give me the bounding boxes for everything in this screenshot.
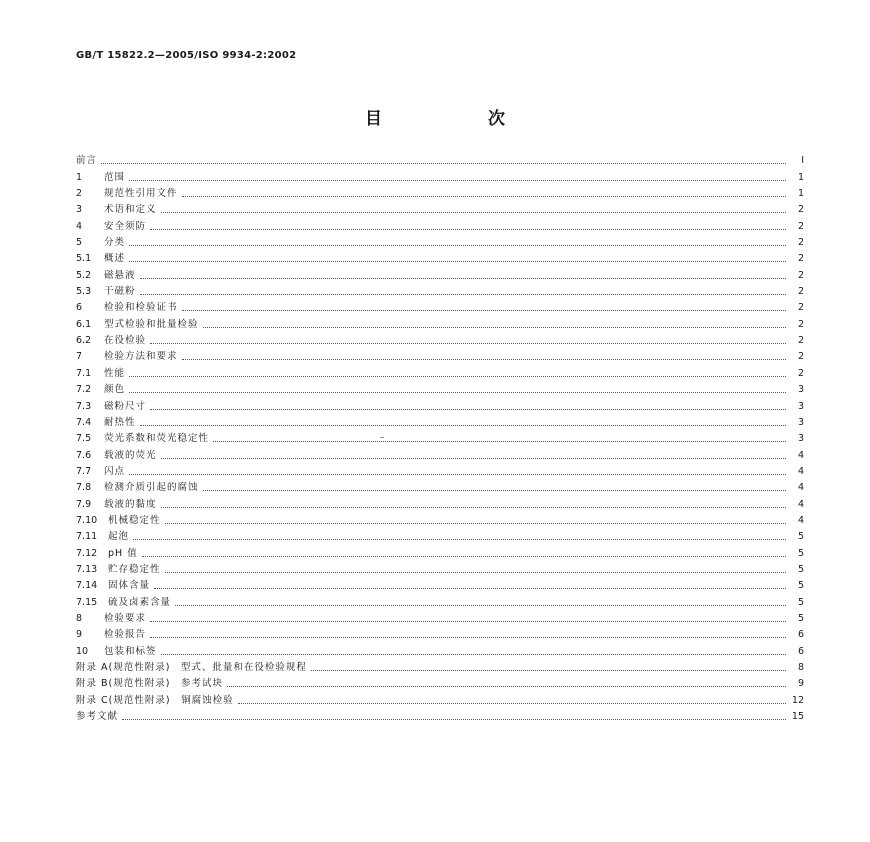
- toc-dot-leader: [165, 572, 786, 573]
- toc-entry-number: 7.5: [76, 433, 92, 445]
- toc-entry-page: 1: [797, 171, 804, 183]
- toc-entry-number: 7.12: [76, 547, 98, 559]
- toc-entry-page: 15: [791, 711, 804, 723]
- toc-dot-leader: [133, 539, 786, 540]
- toc-entry[interactable]: [76, 153, 804, 169]
- page-title: 目 次: [365, 109, 555, 129]
- toc-dot-leader: [150, 621, 786, 622]
- toc-entry[interactable]: [76, 300, 804, 316]
- toc-entry[interactable]: [76, 382, 804, 398]
- toc-dot-leader: [150, 343, 786, 344]
- toc-entry[interactable]: [76, 333, 804, 349]
- toc-dot-leader: [213, 441, 786, 442]
- toc-dot-leader: [182, 359, 786, 360]
- toc-dot-leader: [122, 719, 786, 720]
- toc-entry-title: 前言: [76, 155, 98, 167]
- toc-entry[interactable]: [76, 202, 804, 218]
- toc-entry[interactable]: [76, 496, 804, 512]
- toc-entry-title: 检验要求: [104, 612, 147, 624]
- toc-entry-page: 4: [797, 498, 804, 510]
- toc-entry-number: 2: [76, 188, 83, 200]
- toc-entry-title: 贮存稳定性: [108, 563, 161, 575]
- toc-entry[interactable]: [76, 643, 804, 659]
- toc-dot-leader: [311, 670, 786, 671]
- toc-dot-leader: [227, 686, 786, 687]
- toc-entry[interactable]: [76, 316, 804, 332]
- toc-entry-number: 9: [76, 629, 83, 641]
- toc-entry-title: 范围: [104, 171, 126, 183]
- toc-dot-leader: [161, 654, 786, 655]
- toc-dot-leader: [165, 523, 786, 524]
- toc-entry-number: 10: [76, 645, 89, 657]
- toc-entry[interactable]: [76, 676, 804, 692]
- toc-entry-page: 3: [797, 400, 804, 412]
- toc-entry-number: 3: [76, 204, 83, 216]
- toc-entry[interactable]: [76, 562, 804, 578]
- toc-entry-number: 8: [76, 612, 83, 624]
- toc-entry-title: 附录 C(规范性附录) 铜腐蚀检验: [76, 694, 234, 706]
- toc-dot-leader: [203, 490, 786, 491]
- toc-entry[interactable]: [76, 218, 804, 234]
- toc-entry-page: 2: [797, 269, 804, 281]
- toc-entry[interactable]: [76, 594, 804, 610]
- toc-entry-page: 9: [797, 678, 804, 690]
- toc-entry[interactable]: [76, 480, 804, 496]
- toc-dot-leader: [154, 588, 786, 589]
- standard-code: GB/T 15822.2—2005/ISO 9934-2:2002: [76, 50, 297, 61]
- toc-entry-title: 规范性引用文件: [104, 188, 178, 200]
- toc-entry-number: 7.3: [76, 400, 92, 412]
- toc-entry-page: 5: [797, 596, 804, 608]
- toc-entry-title: 起泡: [108, 531, 130, 543]
- toc-entry-page: 2: [797, 302, 804, 314]
- toc-entry[interactable]: [76, 447, 804, 463]
- toc-entry[interactable]: [76, 169, 804, 185]
- toc-entry[interactable]: [76, 398, 804, 414]
- toc-entry-title: 型式检验和批量检验: [104, 318, 199, 330]
- toc-entry-page: 2: [797, 351, 804, 363]
- toc-entry-title: 检验方法和要求: [104, 351, 178, 363]
- toc-entry-title: 磁粉尺寸: [104, 400, 147, 412]
- toc-entry[interactable]: [76, 660, 804, 676]
- toc-dot-leader: [140, 425, 786, 426]
- toc-entry-number: 6.1: [76, 318, 92, 330]
- toc-entry-page: 4: [797, 514, 804, 526]
- toc-entry-number: 7.6: [76, 449, 92, 461]
- toc-dot-leader: [129, 245, 786, 246]
- toc-entry-number: 6: [76, 302, 83, 314]
- toc-entry-page: 2: [797, 335, 804, 347]
- toc-entry-title: 干磁粉: [104, 286, 136, 298]
- toc-entry-number: 7.2: [76, 384, 92, 396]
- toc-entry-title: 磁悬液: [104, 269, 136, 281]
- toc-dot-leader: [182, 310, 786, 311]
- toc-entry-title: 附录 B(规范性附录) 参考试块: [76, 678, 223, 690]
- toc-entry-page: 3: [797, 433, 804, 445]
- toc-entry[interactable]: [76, 431, 804, 447]
- toc-dot-leader: [238, 703, 786, 704]
- toc-entry-title: 包装和标签: [104, 645, 157, 657]
- toc-dot-leader: [150, 637, 786, 638]
- toc-entry-page: 12: [791, 694, 804, 706]
- toc-entry-page: 4: [797, 449, 804, 461]
- toc-entry-page: 5: [797, 612, 804, 624]
- table-of-contents: [76, 153, 804, 725]
- toc-entry-number: 7.4: [76, 416, 92, 428]
- toc-entry-page: 2: [797, 237, 804, 249]
- toc-entry-title: 术语和定义: [104, 204, 157, 216]
- toc-entry-number: 7.7: [76, 465, 92, 477]
- toc-entry-page: 2: [797, 220, 804, 232]
- toc-dot-leader: [129, 392, 786, 393]
- toc-entry-title: 检验报告: [104, 629, 147, 641]
- toc-entry-title: 荧光系数和荧光稳定性: [104, 433, 210, 445]
- toc-entry-page: 6: [797, 645, 804, 657]
- toc-dot-leader: [142, 556, 786, 557]
- toc-entry-number: 7.13: [76, 563, 98, 575]
- toc-entry[interactable]: [76, 692, 804, 708]
- toc-entry-title: 性能: [104, 367, 126, 379]
- toc-entry[interactable]: [76, 529, 804, 545]
- toc-entry-title: 耐热性: [104, 416, 136, 428]
- toc-dot-leader: [161, 507, 786, 508]
- toc-entry-title: pH 值: [108, 547, 138, 559]
- toc-entry-page: 5: [797, 580, 804, 592]
- toc-entry-number: 7.15: [76, 596, 98, 608]
- toc-entry[interactable]: [76, 415, 804, 431]
- toc-dot-leader: [203, 327, 786, 328]
- toc-entry-page: 2: [797, 286, 804, 298]
- scan-speck: [380, 437, 384, 438]
- toc-entry-page: 5: [797, 547, 804, 559]
- toc-entry[interactable]: [76, 709, 804, 725]
- toc-entry-title: 硫及卤素含量: [108, 596, 172, 608]
- toc-entry-page: 2: [797, 253, 804, 265]
- toc-entry-number: 7.11: [76, 531, 98, 543]
- toc-dot-leader: [182, 196, 786, 197]
- toc-entry-number: 7: [76, 351, 83, 363]
- toc-entry-title: 安全须防: [104, 220, 147, 232]
- toc-entry-page: 2: [797, 318, 804, 330]
- toc-entry-title: 机械稳定性: [108, 514, 161, 526]
- toc-entry[interactable]: [76, 578, 804, 594]
- toc-entry-title: 概述: [104, 253, 126, 265]
- toc-entry-title: 载液的黏度: [104, 498, 157, 510]
- toc-entry[interactable]: [76, 627, 804, 643]
- toc-entry[interactable]: [76, 349, 804, 365]
- toc-entry-title: 检验和检验证书: [104, 302, 178, 314]
- toc-entry-number: 5: [76, 237, 83, 249]
- toc-entry-number: 5.1: [76, 253, 92, 265]
- toc-entry-page: 2: [797, 367, 804, 379]
- toc-dot-leader: [140, 294, 786, 295]
- toc-dot-leader: [129, 180, 786, 181]
- toc-entry-number: 7.10: [76, 514, 98, 526]
- toc-entry-title: 载液的荧光: [104, 449, 157, 461]
- toc-dot-leader: [161, 458, 786, 459]
- toc-entry-page: 1: [797, 188, 804, 200]
- toc-entry-title: 附录 A(规范性附录) 型式、批量和在役检验规程: [76, 662, 307, 673]
- toc-entry-number: 5.3: [76, 286, 92, 298]
- toc-entry-number: 7.8: [76, 482, 92, 494]
- toc-entry-number: 7.14: [76, 580, 98, 592]
- toc-dot-leader: [175, 605, 786, 606]
- toc-entry-title: 颜色: [104, 384, 126, 396]
- toc-dot-leader: [150, 409, 786, 410]
- toc-entry-number: 7.1: [76, 367, 92, 379]
- toc-entry-page: I: [801, 155, 804, 167]
- toc-entry-number: 4: [76, 220, 83, 232]
- toc-entry[interactable]: [76, 611, 804, 627]
- toc-entry[interactable]: [76, 545, 804, 561]
- toc-entry-page: 3: [797, 384, 804, 396]
- toc-entry[interactable]: [76, 513, 804, 529]
- toc-entry-page: 4: [797, 482, 804, 494]
- toc-entry-page: 8: [797, 662, 804, 673]
- toc-entry[interactable]: [76, 464, 804, 480]
- toc-entry-title: 固体含量: [108, 580, 151, 592]
- toc-entry-number: 6.2: [76, 335, 92, 347]
- toc-dot-leader: [150, 229, 786, 230]
- toc-dot-leader: [129, 261, 786, 262]
- toc-dot-leader: [129, 376, 786, 377]
- toc-entry[interactable]: [76, 267, 804, 283]
- toc-entry-number: 7.9: [76, 498, 92, 510]
- toc-entry-page: 6: [797, 629, 804, 641]
- toc-entry-number: 5.2: [76, 269, 92, 281]
- toc-entry-page: 5: [797, 531, 804, 543]
- toc-dot-leader: [161, 212, 786, 213]
- toc-entry[interactable]: [76, 235, 804, 251]
- toc-dot-leader: [140, 278, 786, 279]
- toc-entry-page: 4: [797, 465, 804, 477]
- toc-entry-title: 在役检验: [104, 335, 147, 347]
- toc-dot-leader: [129, 474, 786, 475]
- toc-entry-title: 分类: [104, 237, 126, 249]
- toc-entry-page: 5: [797, 563, 804, 575]
- toc-dot-leader: [101, 163, 786, 164]
- toc-entry-title: 参考文献: [76, 711, 119, 723]
- toc-entry[interactable]: [76, 284, 804, 300]
- toc-entry-title: 检测介质引起的腐蚀: [104, 482, 199, 494]
- toc-entry-page: 2: [797, 204, 804, 216]
- toc-entry[interactable]: [76, 251, 804, 267]
- toc-entry[interactable]: [76, 365, 804, 381]
- toc-entry[interactable]: [76, 186, 804, 202]
- toc-entry-page: 3: [797, 416, 804, 428]
- toc-entry-title: 闪点: [104, 465, 126, 477]
- toc-entry-number: 1: [76, 171, 83, 183]
